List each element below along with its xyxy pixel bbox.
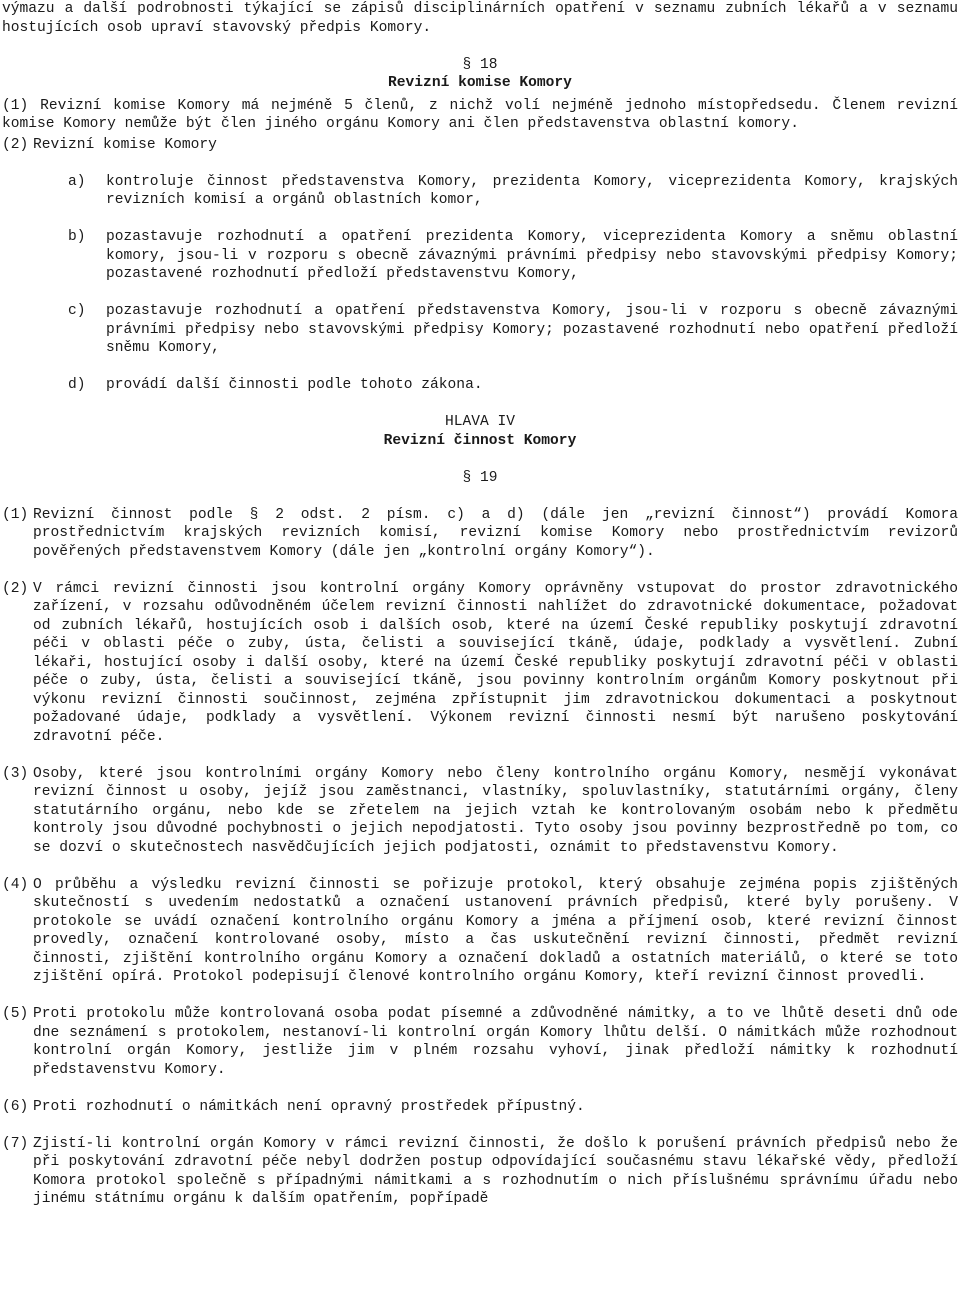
paragraph-number: (6) <box>2 1098 29 1115</box>
paragraph-text: Zjistí-li kontrolní orgán Komory v rámci revizní činnosti, že došlo k porušení právních předpisů nebo že při poskytování zdravotní péče nebyl dodržen postup odpovídající současnému stavu lékařské vědy, předloží Komora protokol společně s případnými námitkami a s rozhodnutím o nich příslušnému správnímu úřadu nebo jinému státnímu orgánu k dalším opatřením, popřípadě <box>33 1135 958 1207</box>
item-text: pozastavuje rozhodnutí a opatření představenstva Komory, jsou-li v rozporu s obecně závaznými právními předpisy nebo stavovskými předpisy Komory; pozastavené rozhodnutí nebo opatření předloží sněmu Komory, <box>106 303 958 356</box>
paragraph-text: Proti rozhodnutí o námitkách není opravný prostředek přípustný. <box>33 1098 585 1115</box>
item-text: pozastavuje rozhodnutí a opatření prezidenta Komory, viceprezidenta Komory a sněmu oblastní komory, jsou-li v rozporu s obecně závaznými právními předpisy nebo stavovskými předpisy Komory; pozastavené rozhodnutí předloží představenstvu Komory, <box>106 229 958 282</box>
paragraph-text: Revizní činnost podle § 2 odst. 2 písm. c) a d) (dále jen „revizní činnost“) provádí Komora prostřednictvím krajských revizních komisí, revizní komise Komory nebo prostřednictvím revizorů pověřených představenstvem Komory (dále jen „kontrolní orgány Komory“). <box>33 506 958 560</box>
section-19-paragraph <box>2 506 958 562</box>
item-label: d) <box>68 377 86 393</box>
paragraph-text: V rámci revizní činnosti jsou kontrolní orgány Komory oprávněny vstupovat do prostor zdravotnického zařízení, v rozsahu odůvodněném účelem revizní činnosti nahlížet do zdravotnické dokumentace, požadovat od zubních lékařů, hostujících osob i dalších osob, které na území České republiky poskytují zdravotní péči v oblasti péče o zuby, ústa, čelisti a související tkáně, údaje, podklady a vysvětlení. Zubní lékaři, hostující osoby i další osoby, které na území České republiky poskytují zdravotní péči v oblasti péče o zuby, ústa, čelisti a související tkáně, jsou povinny kontrolním orgánům Komory poskytnout při výkonu revizní činnosti součinnost, zejména zpřístupnit jim zdravotnickou dokumentaci a poskytnout požadované údaje, podklady a vysvětlení. Výkonem revizní činnosti nesmí být narušeno poskytování zdravotní péče. <box>33 580 958 745</box>
section-18-number: § 18 <box>462 56 498 73</box>
paragraph-number: (1) <box>2 97 29 114</box>
item-label: a) <box>68 173 86 190</box>
chapter-title: Revizní činnost Komory <box>383 432 577 449</box>
paragraph-number: (2) <box>2 580 29 597</box>
paragraph-text: Revizní komise Komory má nejméně 5 členů, z nichž volí nejméně jednoho místopředsedu. Členem revizní komise Komory nemůže být člen jiného orgánu Komory ani člen představenstva oblastní komory. <box>2 97 958 132</box>
list-item <box>2 173 958 210</box>
paragraph-number: (1) <box>2 506 29 523</box>
paragraph-text: Osoby, které jsou kontrolními orgány Komory nebo členy kontrolního orgánu Komory, nesmějí vykonávat revizní činnost u osoby, jejíž jsou zaměstnanci, vlastníky, spoluvlastníky, statutárními orgány, členy statutárního orgánu, nebo kde se zřetelem na jejich vztah ke kontrolovaným osobám nebo k předmětu kontroly jsou důvodné pochybnosti o jejich nepodjatosti. Tyto osoby jsou povinny bezprostředně po tom, co se dozví o skutečnostech nasvědčujících jejich podjatosti, oznámit to představenstvu Komory. <box>33 765 958 856</box>
section-18-title: Revizní komise Komory <box>388 75 572 91</box>
section-19-paragraph <box>2 1098 958 1117</box>
item-text: provádí další činnosti podle tohoto zákona. <box>106 377 483 393</box>
list-item <box>2 228 958 284</box>
paragraph-number: (5) <box>2 1006 29 1022</box>
paragraph-text: Revizní komise Komory <box>33 136 217 153</box>
intro-paragraph: výmazu a další podrobnosti týkající se zápisů disciplinárních opatření v seznamu zubních lékařů a v seznamu hostujících osob upraví stavovský předpis Komory. <box>2 1 958 36</box>
paragraph-text: Proti protokolu může kontrolovaná osoba podat písemné a zdůvodněné námitky, a to ve lhůtě deseti dnů ode dne seznámení s protokolem, nestanoví-li kontrolní orgán Komory lhůtu delší. O námitkách může rozhodnout kontrolní orgán Komory, jestliže jim v plném rozsahu vyhoví, jinak předloží námitky k rozhodnutí představenstvu Komory. <box>33 1006 958 1078</box>
chapter-number: HLAVA IV <box>444 414 516 430</box>
list-item <box>2 376 958 395</box>
item-label: b) <box>68 229 86 245</box>
paragraph-text: O průběhu a výsledku revizní činnosti se pořizuje protokol, který obsahuje zejména popis zjištěných skutečností s uvedením nedostatků a označení ustanovení právních předpisů, které byly porušeny. V protokole se uvádí označení kontrolního orgánu Komory a jména a příjmení osob, které revizní činnost provedly, označení kontrolované osoby, místo a čas uskutečnění revizní činnosti, předmět revizní činnosti, zjištění kontrolního orgánu Komory a označení dokladů a ostatních materiálů, o které se toto zjištění opírá. Protokol podepisují členové kontrolního orgánu Komory, kteří revizní činnost provedli. <box>33 876 958 985</box>
section-19-number: § 19 <box>462 469 498 486</box>
item-label: c) <box>68 303 86 319</box>
paragraph-number: (4) <box>2 876 29 893</box>
paragraph-number: (7) <box>2 1135 29 1152</box>
paragraph-number: (3) <box>2 765 29 782</box>
section-19-paragraph <box>2 1005 958 1079</box>
section-19-paragraph <box>2 765 958 858</box>
item-text: kontroluje činnost představenstva Komory, prezidenta Komory, viceprezidenta Komory, krajských revizních komisí a orgánů oblastních komor, <box>106 173 958 208</box>
section-18-paragraph-1 <box>2 97 958 134</box>
list-item <box>2 302 958 358</box>
paragraph-number: (2) <box>2 136 29 153</box>
section-19-paragraph <box>2 1135 958 1209</box>
section-19-paragraph <box>2 580 958 747</box>
section-18-paragraph-2 <box>2 136 958 155</box>
section-19-paragraph <box>2 876 958 987</box>
